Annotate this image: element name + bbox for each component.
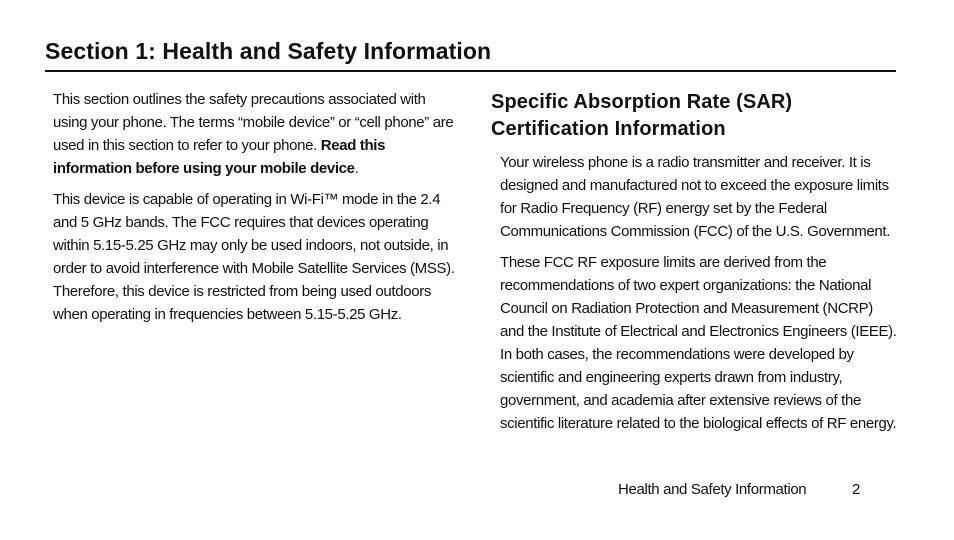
page-title: Section 1: Health and Safety Information [45, 34, 896, 72]
intro-emphasis: Read this information before using your mobile device [53, 137, 386, 177]
sar-paragraph-1: Your wireless phone is a radio transmitter and receiver. It is designed and manufactured not to exceed the exposure limits for Radio Frequency (RF) energy set by the Federal Communications Commission (FCC) of the U.S. Government. [500, 154, 891, 240]
right-column [491, 89, 899, 443]
intro-period: . [354, 160, 359, 177]
wifi-paragraph: This device is capable of operating in Wi-Fi™ mode in the 2.4 and 5 GHz bands. The FCC requires that devices operating within 5.15-5.25 GHz may only be used indoors, not outside, in order to avoid interference with Mobile Satellite Services (MSS). Therefore, this device is restricted from being used outdoors when operating in frequencies between 5.15-5.25 GHz. [53, 191, 455, 323]
left-column [53, 88, 458, 334]
sar-heading: Specific Absorption Rate (SAR) Certification Information [491, 91, 793, 140]
sar-body [491, 151, 899, 435]
footer-section-label: Health and Safety Information [618, 481, 807, 498]
sar-paragraph-2: These FCC RF exposure limits are derived from the recommendations of two expert organizations: the National Council on Radiation Protection and Measurement (NCRP) and the Institute of Electrical and Electronics Engineers (IEEE). In both cases, the recommendations were developed by scientific and engineering experts drawn from industry, government, and academia after extensive reviews of the scientific literature related to the biological effects of RF energy. [500, 254, 897, 432]
intro-text: This section outlines the safety precautions associated with using your phone. The terms “mobile device” or “cell phone” are used in this section to refer to your phone. [53, 91, 454, 154]
page-number: 2 [852, 481, 860, 498]
intro-paragraph [53, 88, 458, 180]
page-footer [618, 479, 868, 501]
